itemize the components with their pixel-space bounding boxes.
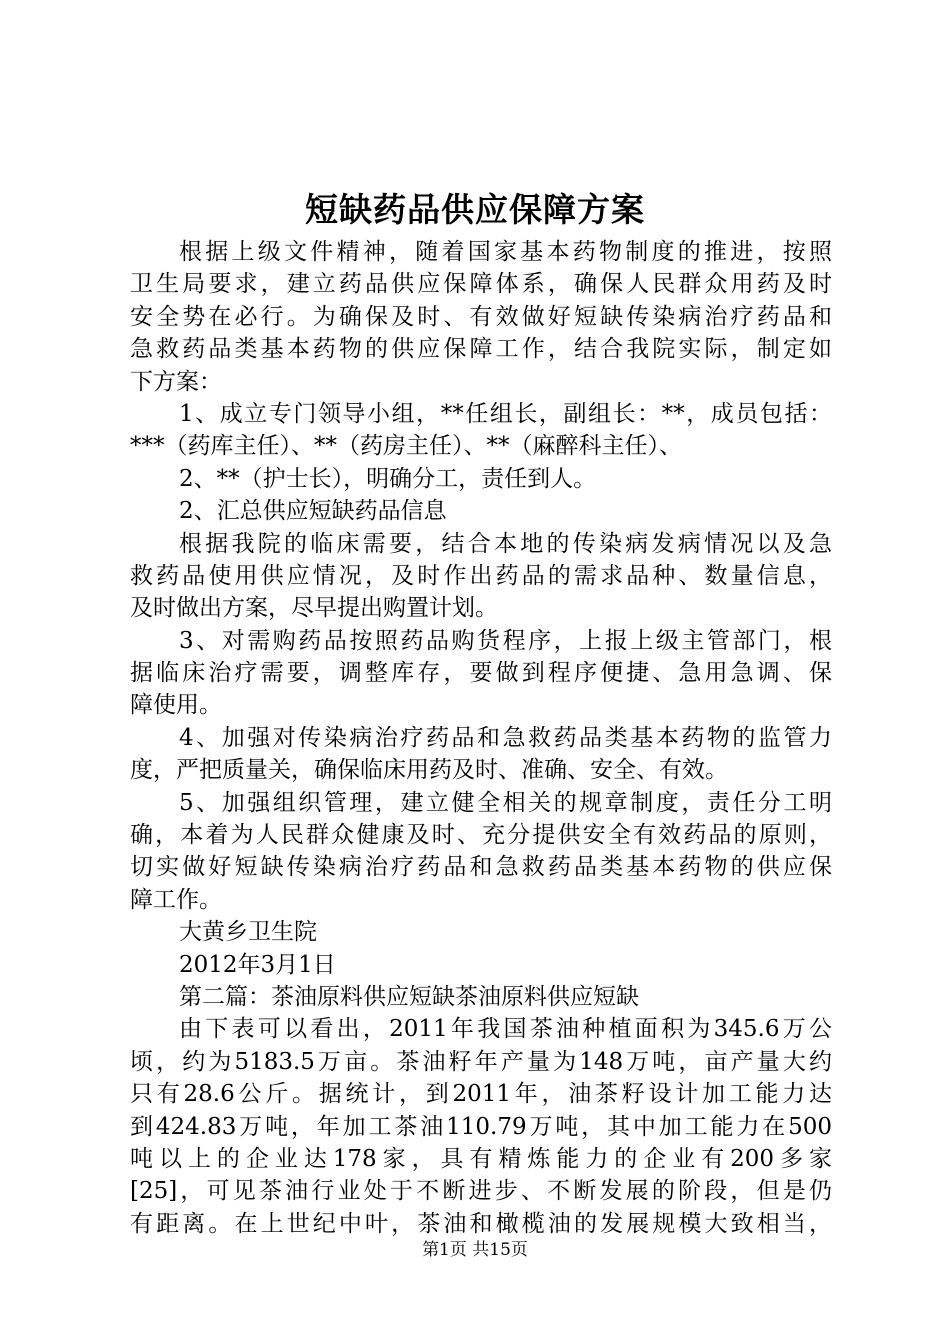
paragraph-line: 确，本着为人民群众健康及时、充分提供安全有效药品的原则， — [130, 822, 832, 849]
paragraph-line: 吨以上的企业达178家，具有精炼能力的企业有200多家 — [130, 1145, 832, 1172]
paragraph-line: 根据上级文件精神，随着国家基本药物制度的推进，按照 — [179, 239, 832, 265]
page-number: 第1页 共15页 — [422, 1240, 528, 1260]
paragraph-line: 救药品使用供应情况，及时作出药品的需求品种、数量信息， — [130, 562, 832, 589]
paragraph-line: 障使用。 — [130, 692, 222, 719]
document-title: 短缺药品供应保障方案 — [305, 190, 645, 229]
paragraph-line: 2、**（护士长），明确分工，责任到人。 — [179, 465, 597, 492]
paragraph-line: 及时做出方案，尽早提出购置计划。 — [130, 595, 498, 622]
paragraph-line: 1、成立专门领导小组，**任组长，副组长：**，成员包括： — [179, 400, 832, 427]
signature-date: 2012年3月1日 — [179, 951, 336, 978]
paragraph-line: 安全势在必行。为确保及时、有效做好短缺传染病治疗药品和 — [130, 303, 832, 330]
document-body — [130, 236, 832, 1240]
paragraph-line: 由下表可以看出，2011年我国茶油种植面积为345.6万公 — [179, 1016, 832, 1043]
paragraph-line: 4、加强对传染病治疗药品和急救药品类基本药物的监管力 — [179, 724, 832, 751]
paragraph-line: 5、加强组织管理，建立健全相关的规章制度，责任分工明 — [179, 789, 832, 816]
paragraph-line: 急救药品类基本药物的供应保障工作，结合我院实际，制定如 — [130, 336, 832, 363]
paragraph-line: 度，严把质量关，确保临床用药及时、准确、安全、有效。 — [130, 757, 728, 784]
paragraph-line: 卫生局要求，建立药品供应保障体系，确保人民群众用药及时 — [130, 271, 832, 298]
section-heading: 2、汇总供应短缺药品信息 — [179, 498, 447, 525]
paragraph-line: 障工作。 — [130, 886, 222, 913]
paragraph-line: 下方案： — [130, 368, 222, 395]
section-heading: 第二篇：茶油原料供应短缺茶油原料供应短缺 — [179, 983, 639, 1010]
paragraph-line: 只有28.6公斤。据统计，到2011年，油茶籽设计加工能力达 — [130, 1081, 832, 1108]
paragraph-line: ***（药库主任）、**（药房主任）、**（麻醉科主任）、 — [130, 433, 682, 460]
paragraph-line: 切实做好短缺传染病治疗药品和急救药品类基本药物的供应保 — [130, 854, 832, 881]
paragraph-line: 有距离。在上世纪中叶，茶油和橄榄油的发展规模大致相当， — [130, 1210, 832, 1237]
paragraph-line: 3、对需购药品按照药品购货程序，上报上级主管部门，根 — [179, 627, 832, 654]
paragraph-line: 据临床治疗需要，调整库存，要做到程序便捷、急用急调、保 — [130, 660, 832, 687]
signature-organization: 大黄乡卫生院 — [179, 919, 317, 946]
paragraph-line: 根据我院的临床需要，结合本地的传染病发病情况以及急 — [179, 530, 832, 557]
paragraph-line: [25]，可见茶油行业处于不断进步、不断发展的阶段，但是仍 — [130, 1178, 832, 1205]
paragraph-line: 到424.83万吨，年加工茶油110.79万吨，其中加工能力在500 — [130, 1113, 832, 1140]
paragraph-line: 顷，约为5183.5万亩。茶油籽年产量为148万吨，亩产量大约 — [130, 1048, 832, 1075]
